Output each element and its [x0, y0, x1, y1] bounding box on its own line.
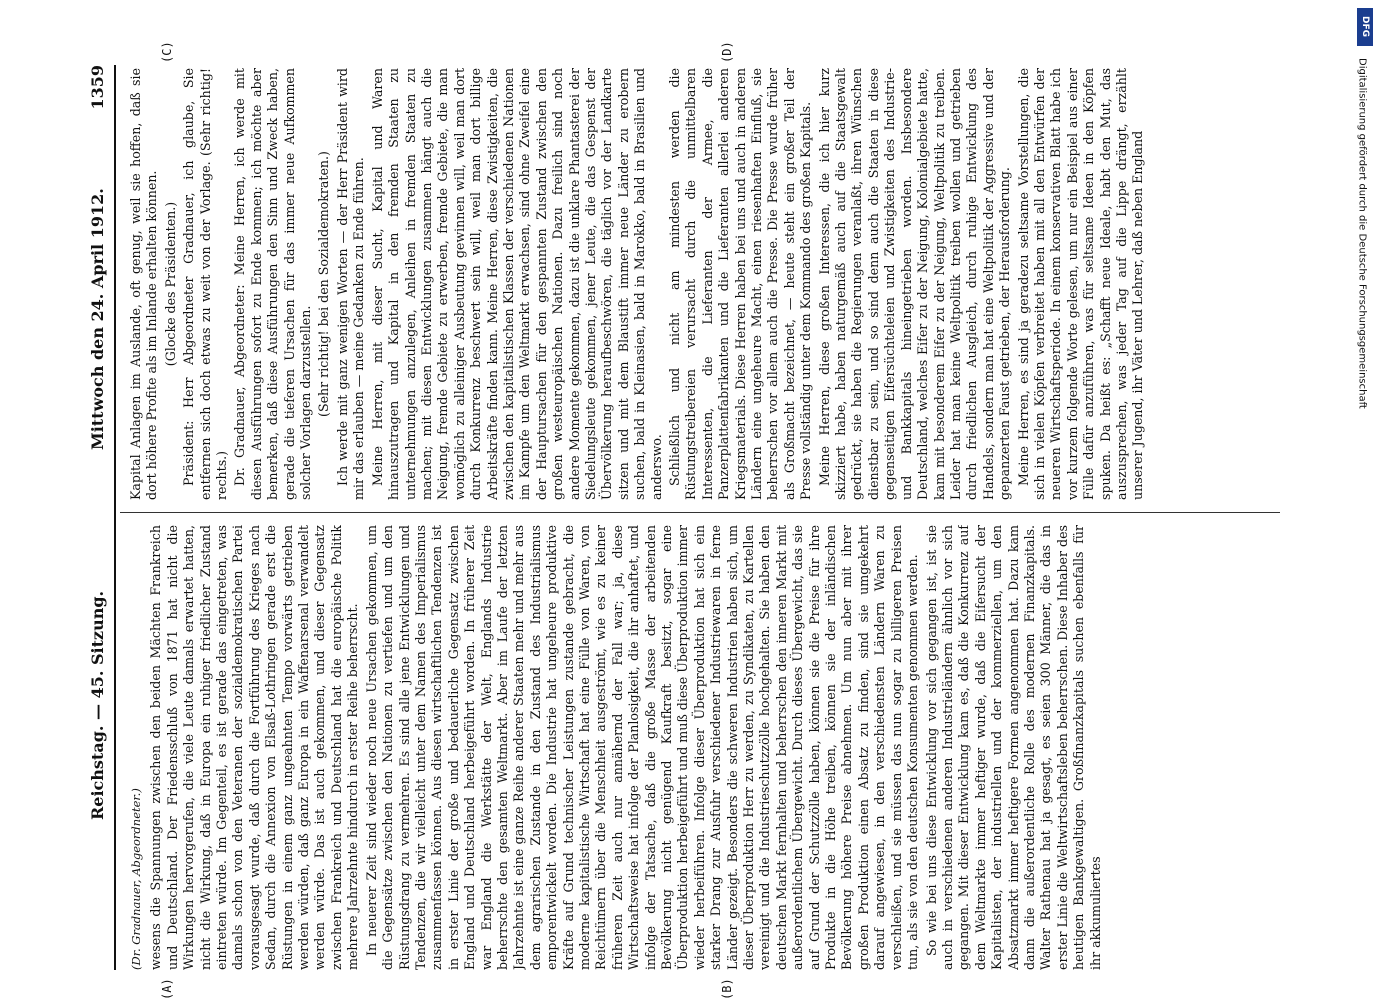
right-paragraph-4: Dr. Gradnauer, Abgeordneter: Meine Herren, ich werde mit diesen Ausführungen sofort zu Ende kommen; ich möchte aber bemerken, daß diese Ausführungen den Sinn und Zweck haben, gerade die tieferen Ursachen für das immer neue Aufkommen solcher Vorlagen darzustellen. — [232, 68, 314, 500]
margin-marker-b: (B) — [720, 978, 734, 1000]
digitization-credit — [1352, 10, 1372, 990]
header-session: Reichstag. — 45. Sitzung. — [88, 590, 107, 820]
margin-marker-d: (D) — [720, 41, 734, 63]
page-number: 1359 — [88, 65, 107, 110]
dfg-badge: DFG — [1357, 8, 1373, 46]
right-paragraph-6: Ich werde mit ganz wenigen Worten — der Herr Präsident wird mir das erlauben — meine Gedanken zu Ende führen. — [334, 68, 367, 500]
right-paragraph-7: Meine Herren, mit dieser Sucht, Kapital und Waren hinauszutragen und Kapital in den fremden Staaten zu unternehmungen anzulegen, Anleihen in fremden Staaten zu machen; mit diesen Entwicklungen zusammen hängt auch die Neigung, fremde Gebiete zu erwerben, fremde Gebiete, die man womöglich zu alleiniger Ausbeutung gewinnen will, weil man dort durch Konkurrenz beschwert sein will, weil man dort billige Arbeitskräfte finden kann. Meine Herren, diese Zwistigkeiten, die zwischen den kapitalistischen Klassen der verschiedenen Nationen im Kampfe um den Weltmarkt erwachsen, sind ohne Zweifel eine der Hauptursachen für den gespannten Zustand zwischen den großen westeuropäischen Nationen. Dazu freilich sind noch andere Momente gekommen, dazu ist die unklare Phantasterei der Siedelungsleute gekommen, jener Leute, die das Gespenst der Übervölkerung heraufbeschwören, die täglich vor der Landkarte sitzen und mit dem Blaustift immer neue Länder zu erobern suchen, bald in Kleinasien, bald in Marokko, bald in Brasilien und anderswo. — [369, 68, 664, 500]
header-rule — [114, 65, 116, 970]
left-column — [128, 525, 1278, 970]
margin-marker-c: (C) — [160, 41, 174, 63]
left-paragraph-2: In neuerer Zeit sind wieder noch neue Ursachen gekommen, um die Gegensätze zwischen den Nationen zu vertiefen und um den Rüstungsdrang zu vermehren. Es sind alle jene Entwicklungen und Tendenzen, die wir vielleicht unter dem Namen des Imperialismus zusammenfassen können. Aus diesen wirtschaftlichen Tendenzen ist in erster Linie der große und bedauerliche Gegensatz zwischen England und Deutschland herbeigeführt worden. In früherer Zeit war England die Werkstätte der Welt, Englands Industrie beherrschte den gesamten Weltmarkt. Aber im Laufe der letzten Jahrzehnte ist eine ganze Reihe anderer Staaten mehr und mehr aus dem agrarischen Zustande in den Zustand des Industrialismus emporentwickelt worden. Die Industrie hat ungeheure produktive Kräfte auf Grund technischer Leistungen zustande gebracht, die moderne kapitalistische Wirtschaft hat eine Fülle von Waren, von Reichtümern über die Menschheit ausgeströmt, wie es zu keiner früheren Zeit auch nur annähernd der Fall war; ja, diese Wirtschaftsweise hat infolge der Planlosigkeit, die ihr anhaftet, und infolge der Tatsache, daß die große Masse der arbeitenden Bevölkerung nicht genügend Kaufkraft besitzt, sogar eine Überproduktion herbeigeführt und muß diese Überproduktion immer wieder herbeiführen. Infolge dieser Überproduktion hat sich ein starker Drang zur Ausfuhr verschiedener Industriewaren in ferne Länder gezeigt. Besonders die schweren Industrien haben sich, um dieser Überproduktion Herr zu werden, zu Syndikaten, zu Kartellen vereinigt und die Industrieschutzzölle hochgehalten. Sie haben den deutschen Markt fernhalten und beherrschen den inneren Markt mit außerordentlichem Übergewicht. Durch dieses Übergewicht, das sie auf Grund der Schutzzölle haben, können sie die Preise für ihre Produkte in die Höhe treiben, können sie der inländischen Bevölkerung höhere Preise abnehmen. Um nun aber mit ihrer großen Produktion einen Absatz zu finden, sind sie umgekehrt darauf angewiesen, in den verschiedensten Ländern Waren zu verschleißen, und sie müssen das nun sogar zu billigeren Preisen tun, als sie von den deutschen Konsumenten genommen werden. — [363, 525, 921, 970]
running-speaker: (Dr. Gradnauer, Abgeordneter.) — [129, 788, 143, 970]
page-header — [80, 65, 120, 970]
right-paragraph-8: Schließlich und nicht am mindesten werden die Rüstungstreibereien verursacht durch die unmittelbaren Interessenten, die Lieferanten der Armee, die Panzerplattenfabrikanten und die Lieferanten allerlei anderen Kriegsmaterials. Diese Herren haben bei uns und auch in anderen Ländern eine ungeheure Macht, einen riesenhaften Einfluß, sie beherrschen vor allem auch die Presse. Die Presse wurde früher als Großmacht bezeichnet, — heute steht ein großer Teil der Presse vollständig unter dem Kommando des großen Kapitals. — [667, 68, 814, 500]
margin-marker-a: (A) — [160, 978, 174, 1000]
right-column — [128, 68, 1278, 500]
right-paragraph-5: (Sehr richtig! bei den Sozialdemokraten.) — [316, 151, 332, 417]
right-paragraph-3: Präsident: Herr Abgeordneter Gradnauer, ich glaube, Sie entfernen sich doch etwas zu weit von der Vorlage. (Sehr richtig! rechts.) — [181, 68, 230, 500]
header-date: Mittwoch den 24. April 1912. — [88, 188, 107, 450]
right-paragraph-9: Meine Herren, diese großen Interessen, die ich hier kurz skizziert habe, haben naturgemäß auch auf die Staatsgewalt gedrückt, sie haben die Regierungen veranlaßt, ihren Wünschen dienstbar zu sein, und so sind denn auch die Staaten in diese gegenseitigen Eifersüchteleien und Zwistigkeiten des Industrie- und Bankkapitals hineingetrieben worden. Insbesondere Deutschland, welches Eifer zu der Neigung, Kolonialgebiete hatte, kam mit besonderem Eifer zu der Neigung, Weltpolitik zu treiben. Leider hat man keine Weltpolitik treiben wollen und getrieben durch friedlichen Ausgleich, durch ruhige Entwicklung des Handels, sondern man hat eine Weltpolitik der Aggressive und der gepanzerten Faust getrieben, der Herausforderung. — [816, 68, 1013, 500]
rotated-page — [80, 41, 1310, 1000]
left-paragraph-3: So wie bei uns diese Entwicklung vor sich gegangen ist, ist sie auch in verschiedenen anderen Industrieländern ähnlich vor sich gegangen. Mit dieser Entwicklung kam es, daß die Konkurrenz auf dem Weltmarkte immer heftiger wurde, daß die Eifersucht der Kapitalisten, der industriellen und der kommerziellen, um den Absatzmarkt immer heftigere Formen angenommen hat. Dazu kam dann die außerordentliche Rolle des modernen Finanzkapitals. Walter Rathenau hat ja gesagt, es seien 300 Männer, die das in erster Linie die Weltwirtschaftsleben beherrschen. Diese Inhaber des heutigen Bankgewaltigen. Großfinanzkapitals suchen ebenfalls für ihr akkumuliertes — [923, 525, 1103, 970]
column-divider — [120, 512, 1280, 513]
right-paragraph-10: Meine Herren, es sind ja geradezu seltsame Vorstellungen, die sich in vielen Köpfen verbreitet haben mit all den Entwürfen der neueren Wirtschaftsperiode. In einem konservativen Blatt habe ich vor kurzem folgende Worte gelesen, um nur ein Beispiel aus einer Fülle dafür anzuführen, was für seltsame Ideen in den Köpfen spuken. Da heißt es: „Schafft neue Ideale, habt den Mut, das auszusprechen, was jeder Tag auf die Lippe drängt, erzählt unserer Jugend, ihr Väter und Lehrer, daß neben England — [1015, 68, 1146, 500]
right-paragraph-1: Kapital Anlagen im Auslande, oft genug, weil sie hoffen, daß sie dort höhere Profite als im Inlande erhalten können. — [128, 68, 160, 500]
left-paragraph-1: wesens die Spannungen zwischen den beiden Mächten Frankreich und Deutschland. Der Friedensschluß von 1871 hat nicht die Wirkungen hervorgerufen, die viele Leute damals erwartet hatten, nicht die Wirkung, daß in Europa ein ruhiger friedlicher Zustand eintreten würde. Im Gegenteil, es ist gerade das eingetreten, was damals schon von den Veteranen der sozialdemokratischen Partei vorausgesagt wurde, daß durch die Fortführung des Krieges nach Sedan, durch die Annexion von Elsaß-Lothringen gerade erst die Rüstungen in einem ganz ungeahnten Tempo vorwärts getrieben werden würden, daß ganz Europa in ein Waffenarsenal verwandelt werden würde. Das ist auch gekommen, und dieser Gegensatz zwischen Frankreich und Deutschland hat die europäische Politik mehrere Jahrzehnte hindurch in erster Reihe beherrscht. — [148, 525, 361, 970]
credit-text: Digitalisierung gefördert durch die Deutsche Forschungsgemeinschaft — [1356, 58, 1368, 409]
right-paragraph-2: (Glocke des Präsidenten.) — [162, 201, 178, 367]
